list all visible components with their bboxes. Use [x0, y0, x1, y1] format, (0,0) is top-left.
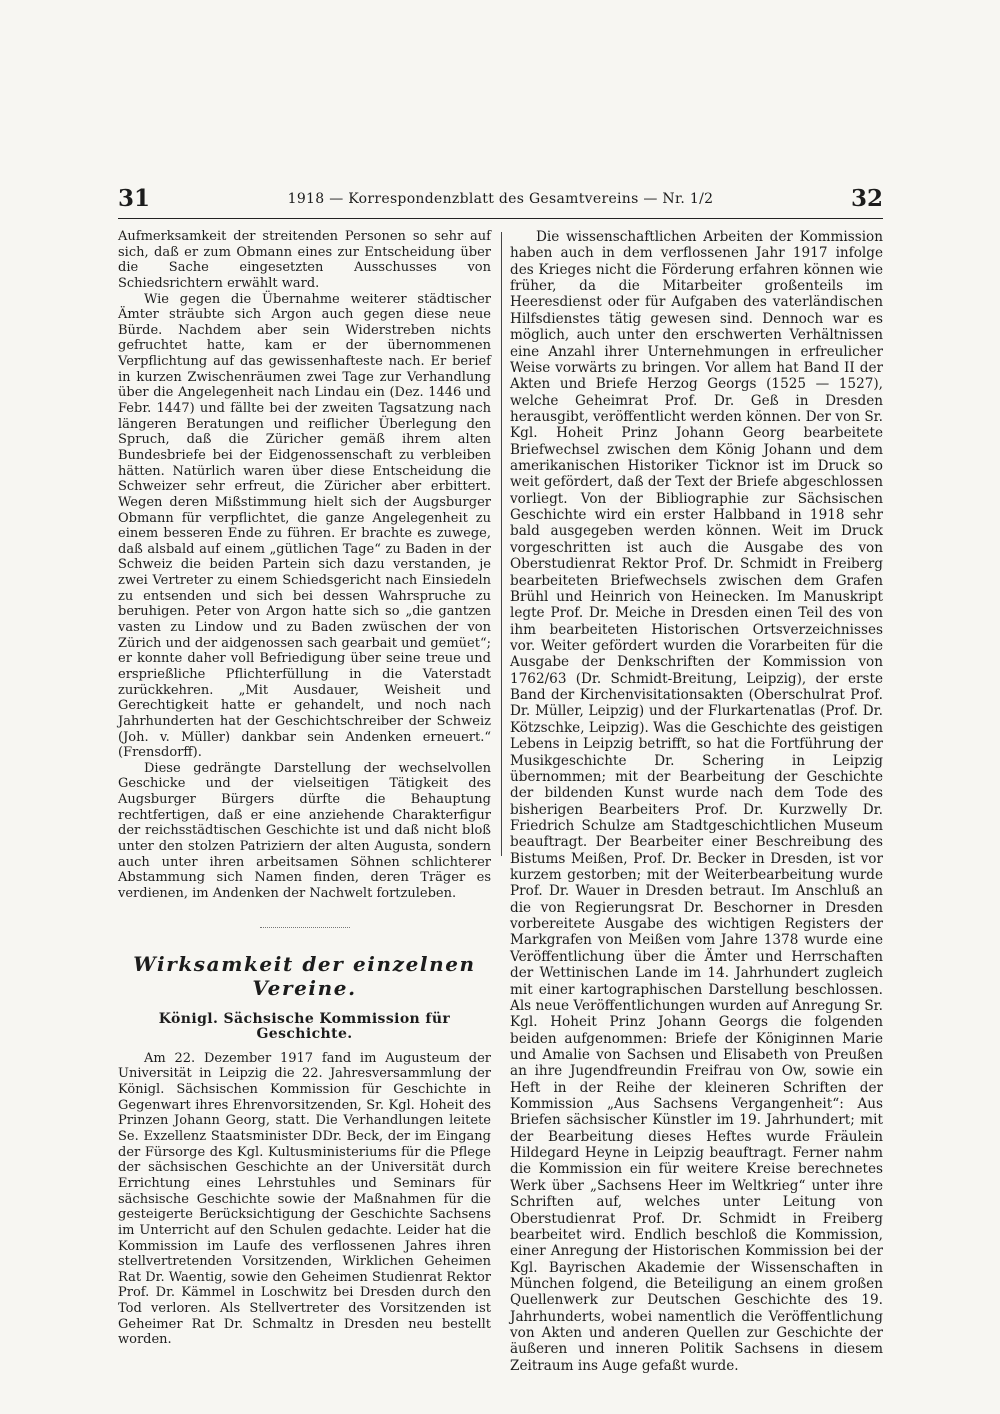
section-separator	[260, 927, 350, 928]
paragraph: Diese gedrängte Darstellung der wechselvollen Geschicke und der vielseitigen Tätigkeit des Augsburger Bürgers dürfte die Behauptung rechtfertigen, daß er eine anziehende Charakterfigur der reichsstädtischen Geschichte ist und daß nicht bloß unter den stolzen Patriziern der alten Augusta, sondern auch unter ihren arbeitsamen Söhnen schlichterer Abstammung sich Namen finden, deren Träger es verdienen, im Andenken der Nachwelt fortzuleben.	[118, 760, 491, 901]
subsection-title: Königl. Sächsische Kommission für Geschichte.	[158, 1010, 451, 1043]
right-column	[510, 229, 883, 1374]
page-number-left: 31	[118, 185, 151, 212]
paragraph: Aufmerksamkeit der streitenden Personen so sehr auf sich, daß er zum Obmann eines zur Entscheidung über die Sache eingesetzten Ausschusses von Schiedsrichtern erwählt ward.	[118, 229, 491, 291]
paragraph: Die wissenschaftlichen Arbeiten der Kommission haben auch in dem verflossenen Jahr 1917 infolge des Krieges nicht die Förderung erfahren können wie früher, da die Mitarbeiter großenteils im Heeresdienst oder für Aufgaben des vaterländischen Hilfsdienstes tätig gewesen sind. Dennoch war es möglich, auch unter den erschwerten Verhältnissen eine Anzahl ihrer Unternehmungen in erfreulicher Weise vorwärts zu bringen. Vor allem hat Band II der Akten und Briefe Herzog Georgs (1525 — 1527), welche Geheimrat Prof. Dr. Geß in Dresden herausgibt, veröffentlicht werden können. Der von Sr. Kgl. Hoheit Prinz Johann Georg bearbeitete Briefwechsel zwischen dem König Johann und dem amerikanischen Historiker Ticknor ist im Druck so weit gefördert, daß der Text der Briefe abgeschlossen vorliegt. Von der Bibliographie zur Sächsischen Geschichte wird ein erster Halbband in 1918 sehr bald ausgegeben werden können. Weit im Druck vorgeschritten ist auch die Ausgabe des von Oberstudienrat Rektor Prof. Dr. Schmidt in Freiberg bearbeiteten Briefwechsels zwischen dem Grafen Brühl und Heinrich von Heinecken. Im Manuskript legte Prof. Dr. Meiche in Dresden einen Teil des von ihm bearbeiteten Historischen Ortsverzeichnisses vor. Weiter gefördert wurden die Vorarbeiten für die Ausgabe der Denkschriften der Kommission von 1762/63 (Dr. Schmidt-Breitung, Leipzig), der erste Band der Kirchenvisitationsakten (Oberschulrat Prof. Dr. Müller, Leipzig) und der Flurkartenatlas (Prof. Dr. Kötzschke, Leipzig). Was die Geschichte des geistigen Lebens in Leipzig betrifft, so hat die Fortführung der Musikgeschichte Dr. Schering in Leipzig übernommen; mit der Bearbeitung der Geschichte der bildenden Kunst wurde nach dem Tode des bisherigen Bearbeiters Prof. Dr. Kurzwelly Dr. Friedrich Schulze am Stadtgeschichtlichen Museum beauftragt. Der Bearbeiter einer Beschreibung des Bistums Meißen, Prof. Dr. Becker in Dresden, ist vor kurzem gestorben; mit der Weiterbearbeitung wurde Prof. Dr. Wauer in Dresden betraut. Im Anschluß an die von Regierungsrat Dr. Beschorner in Dresden vorbereitete Ausgabe des wichtigen Registers der Markgrafen von Meißen vom Jahre 1378 wurde eine Veröffentlichung über die Ämter und Herrschaften der Wettinischen Lande im 14. Jahrhundert zugleich mit einer kartographischen Darstellung beschlossen. Als neue Veröffentlichungen wurden auf Anregung Sr. Kgl. Hoheit Prinz Johann Georgs die folgenden beiden aufgenommen: Briefe der Königinnen Marie und Amalie von Sachsen und Elisabeth von Preußen an ihre Jugendfreundin Freifrau von Ow, sowie ein Heft in der Reihe der kleineren Schriften der Kommission „Aus Sachsens Vergangenheit“: Aus Briefen sächsischer Künstler im 19. Jahrhundert; mit der Bearbeitung dieses Heftes wurde Fräulein Hildegard Heyne in Leipzig beauftragt. Ferner nahm die Kommission ein für weitere Kreise berechnetes Werk über „Sachsens Heer im Weltkrieg“ unter ihre Schriften auf, welches unter Leitung von Oberstudienrat Prof. Dr. Schmidt in Freiberg bearbeitet wird. Endlich beschloß die Kommission, einer Anregung der Historischen Kommission bei der Kgl. Bayrischen Akademie der Wissenschaften in München folgend, die Beteiligung an einem großen Quellenwerk zur Deutschen Geschichte des 19. Jahrhunderts, wobei namentlich die Veröffentlichung von Akten und anderen Quellen zur Geschichte der äußeren und inneren Politik Sachsens in diesem Zeitraum ins Auge gefaßt wurde.	[510, 229, 883, 1374]
paragraph: Am 22. Dezember 1917 fand im Augusteum der Universität in Leipzig die 22. Jahresversammlung der Königl. Sächsischen Kommission für Geschichte in Gegenwart ihres Ehrenvorsitzenden, Sr. Kgl. Hoheit des Prinzen Johann Georg, statt. Die Verhandlungen leitete Se. Exzellenz Staatsminister DDr. Beck, der im Eingang der Fürsorge des Kgl. Kultusministeriums für die Pflege der sächsischen Geschichte an der Universität durch Errichtung eines Lehrstuhles und Seminars für sächsische Geschichte sowie der Maßnahmen für die gesteigerte Berücksichtigung der Geschichte Sachsens im Unterricht auf den Schulen gedachte. Leider hat die Kommission im Laufe des verflossenen Jahres ihren stellvertretenden Vorsitzenden, Wirklichen Geheimen Rat Dr. Waentig, sowie den Geheimen Studienrat Rektor Prof. Dr. Kämmel in Loschwitz bei Dresden durch den Tod verloren. Als Stellvertreter des Vorsitzenden ist Geheimer Rat Dr. Schmaltz in Dresden neu bestellt worden.	[118, 1050, 491, 1348]
left-column	[118, 229, 491, 1348]
section-title: Wirksamkeit der einzelnen Vereine.	[133, 951, 476, 1000]
page-header	[118, 186, 883, 219]
paragraph: Wie gegen die Übernahme weiterer städtischer Ämter sträubte sich Argon auch gegen diese neue Bürde. Nachdem aber sein Widerstreben nichts gefruchtet hatte, kam er der übernommenen Verpflichtung auf das gewissenhafteste nach. Er berief in kurzen Zwischenräumen zwei Tage zur Verhandlung über die Angelegenheit nach Lindau ein (Dez. 1446 und Febr. 1447) und fällte bei der zweiten Tagsatzung nach längeren Beratungen und reiflicher Überlegung den Spruch, daß die Züricher gemäß ihrem alten Bundesbriefe bei der Eidgenossenschaft zu verbleiben hätten. Natürlich waren über diese Entscheidung die Schweizer sehr erfreut, die Züricher aber erbittert. Wegen deren Mißstimmung hielt sich der Augsburger Obmann für verpflichtet, die ganze Angelegenheit zu einem besseren Ende zu führen. Er brachte es zuwege, daß alsbald auf einem „gütlichen Tage“ zu Baden in der Schweiz die beiden Partein sich dazu verstanden, je zwei Vertreter zu einem Schiedsgericht nach Einsiedeln zu entsenden und sich bei dessen Wahrspruche zu beruhigen. Peter von Argon hatte sich so „die gantzen vasten zu Lindow und zu Baden zwüschen der von Zürich und der aidgenossen sach gearbait und gemüet“; er konnte daher voll Befriedigung über seine treue und ersprießliche Pflichterfüllung in die Vaterstadt zurückkehren. „Mit Ausdauer, Weisheit und Gerechtigkeit hatte er gehandelt, und noch nach Jahrhunderten hat der Geschichtschreiber der Schweiz (Joh. v. Müller) dankbar sein Andenken erneuert.“ (Frensdorff).	[118, 291, 491, 761]
running-title: 1918 — Korrespondenzblatt des Gesamtvereins — Nr. 1/2	[287, 191, 714, 207]
page-number-right: 32	[850, 185, 883, 212]
column-divider	[501, 232, 502, 856]
